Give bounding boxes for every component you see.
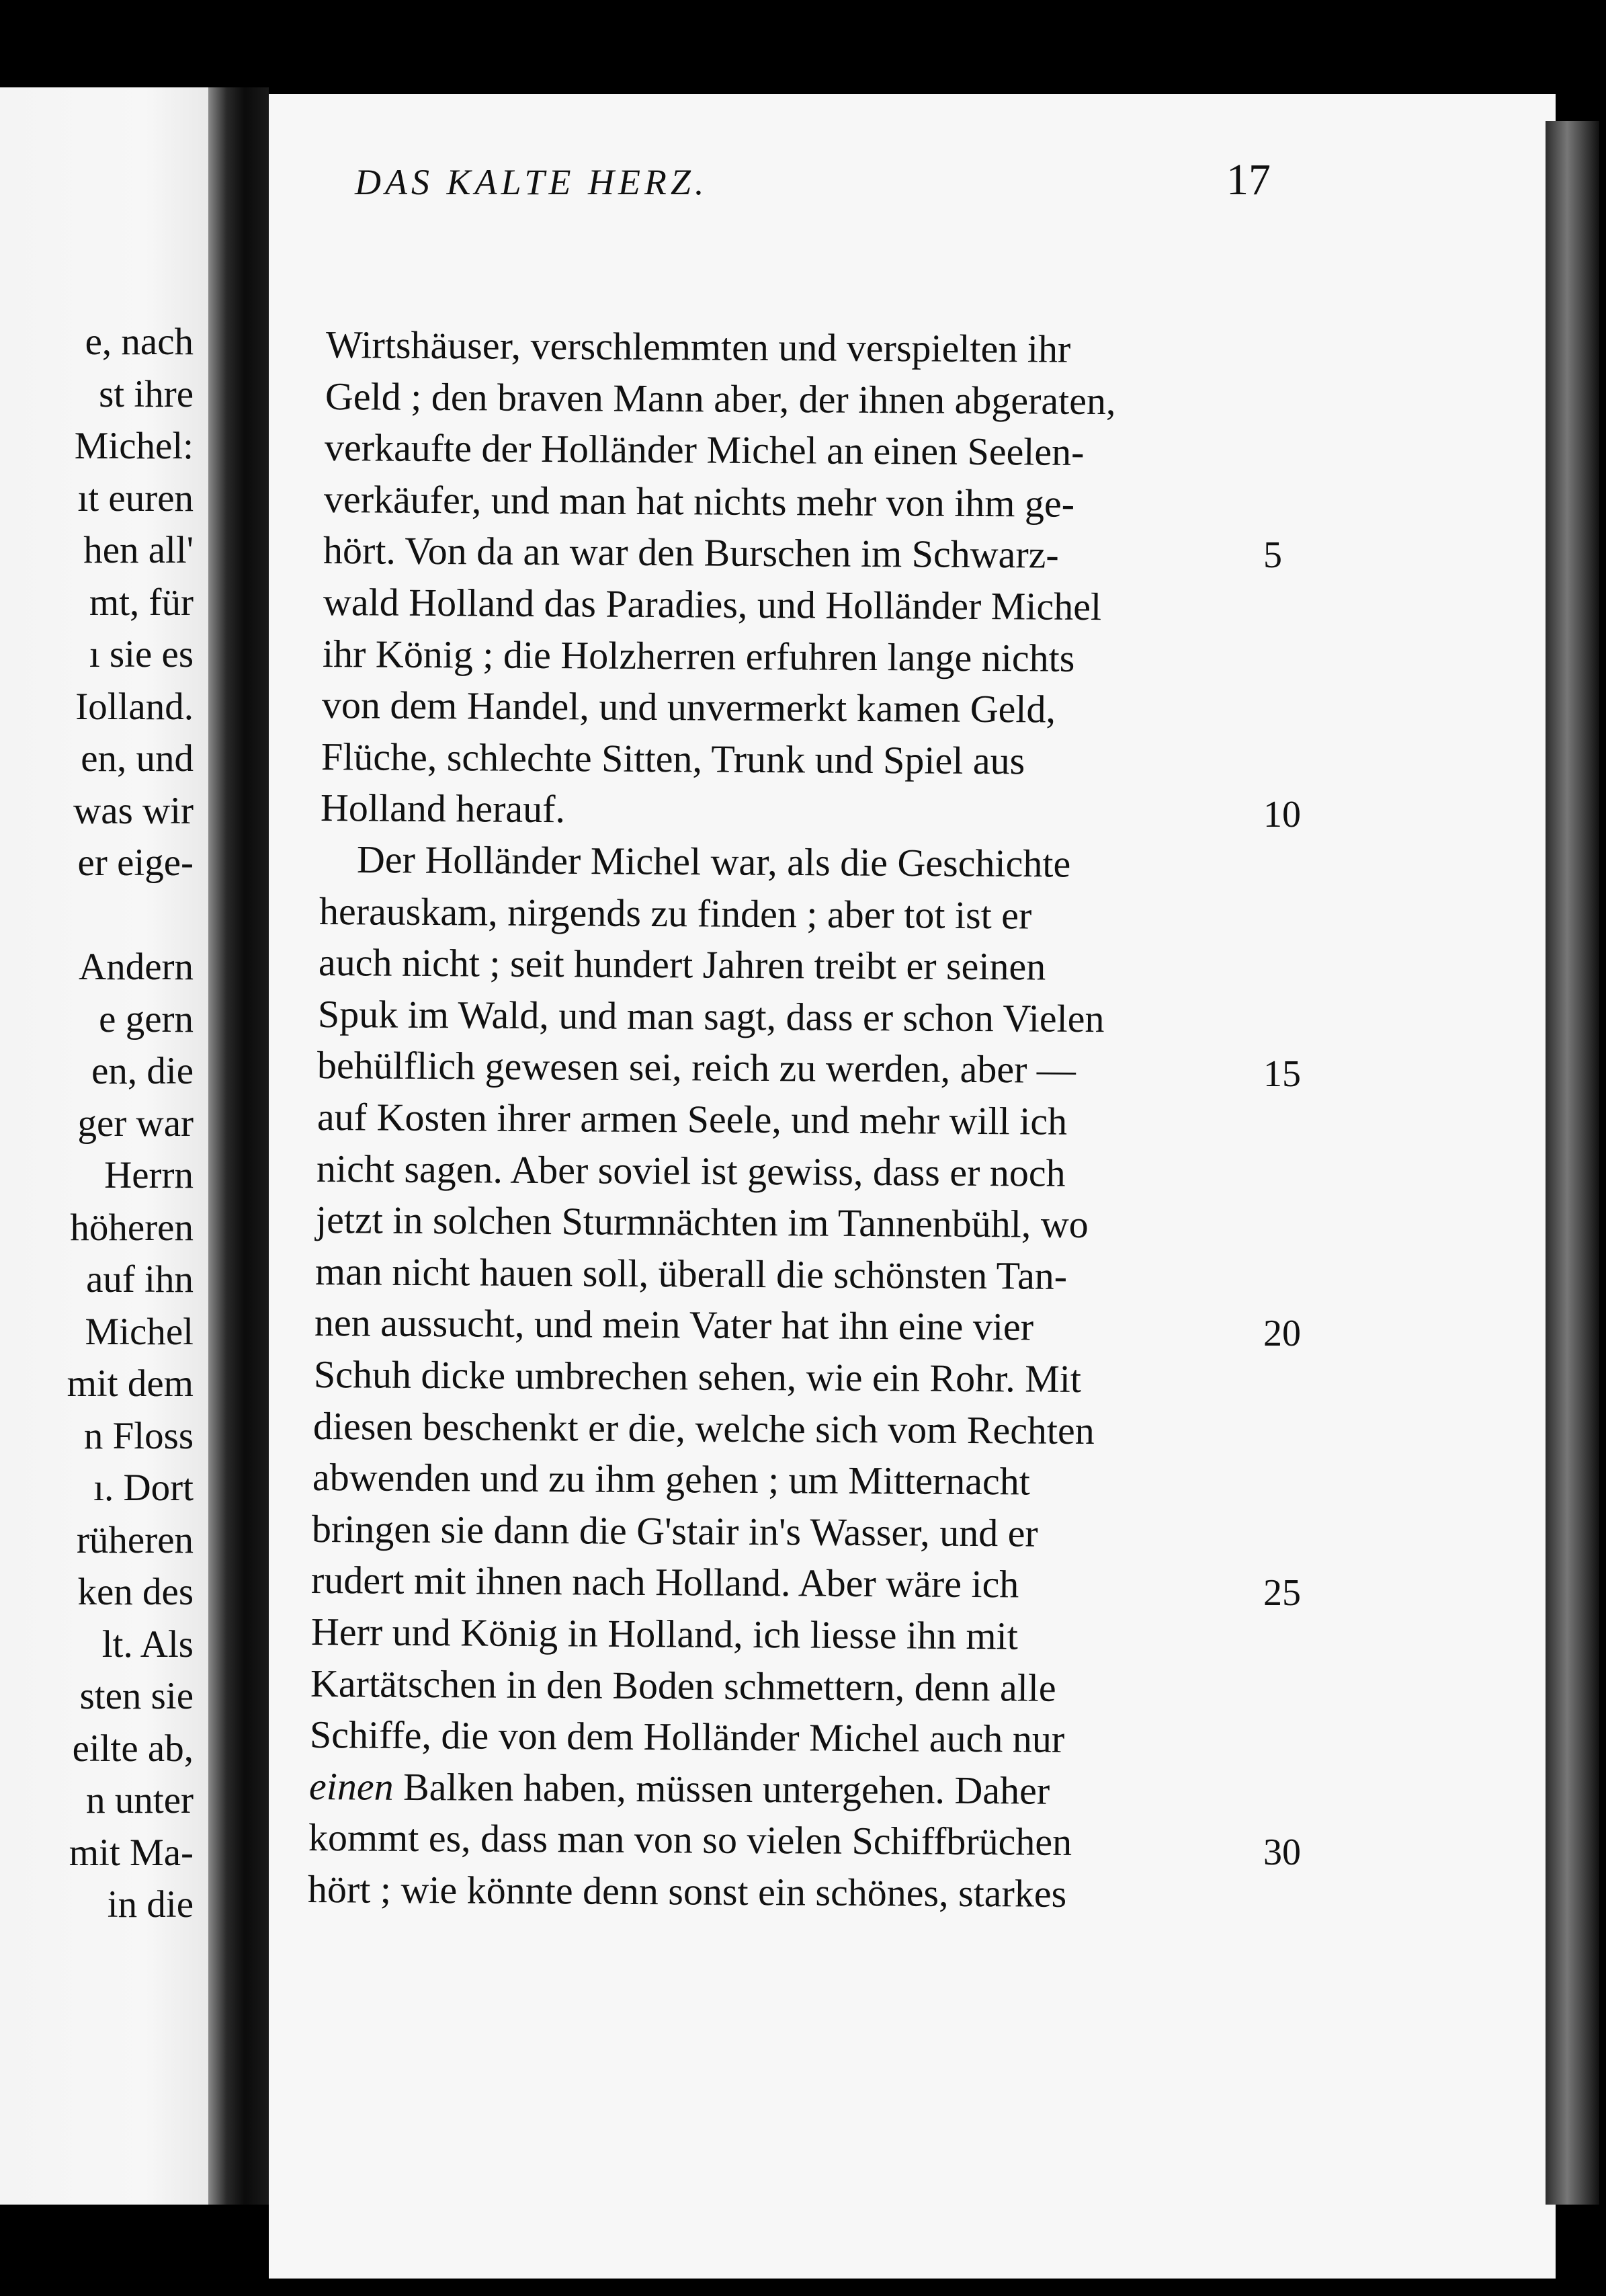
left-page-line: Andern [79, 946, 194, 988]
text-line: nen aussucht, und mein Vater hat ihn eine vier [314, 1301, 1034, 1349]
text-line: Der Holländer Michel war, als die Geschichte [356, 837, 1071, 886]
left-page-line: hen all' [83, 529, 194, 571]
text-line: Schiffe, die von dem Holländer Michel auch nur [309, 1713, 1065, 1762]
text-line: auf Kosten ihrer armen Seele, und mehr will ich [316, 1095, 1067, 1143]
text-line: nicht sagen. Aber soviel ist gewiss, dass er noch [316, 1146, 1066, 1195]
margin-line-number: 25 [1263, 1572, 1301, 1614]
text-line: behülflich gewesen sei, reich zu werden, aber — [317, 1043, 1076, 1092]
text-line: Kartätschen in den Boden schmettern, denn alle [310, 1661, 1056, 1710]
italic-word: einen [308, 1764, 394, 1809]
text-line: Holland herauf. [320, 786, 566, 831]
left-page-line: ger war [77, 1102, 194, 1145]
text-line: herauskam, nirgends zu finden ; aber tot ist er [319, 889, 1032, 938]
text-line: abwenden und zu ihm gehen ; um Mitternacht [312, 1455, 1031, 1504]
left-page-line: höheren [70, 1206, 194, 1249]
running-header-title: DAS KALTE HERZ. [355, 162, 708, 202]
margin-line-number: 15 [1263, 1053, 1301, 1096]
left-page-line: rüheren [76, 1518, 194, 1561]
text-line: von dem Handel, und unvermerkt kamen Geld, [321, 683, 1056, 731]
text-line: verkaufte der Holländer Michel an einen Seelen- [324, 425, 1085, 475]
text-line: jetzt in solchen Sturmnächten im Tannenbühl, wo [315, 1198, 1089, 1247]
left-page-line: ı. Dort [93, 1467, 194, 1509]
left-page-line: en, und [81, 737, 194, 780]
left-page-line: ıt euren [77, 477, 194, 520]
margin-line-number: 10 [1263, 794, 1301, 836]
left-page-line: auf ihn [86, 1258, 194, 1301]
text-line: diesen beschenkt er die, welche sich vom Rechten [312, 1403, 1095, 1452]
left-page-line: Iolland. [75, 685, 194, 728]
text-line: Schuh dicke umbrechen sehen, wie ein Rohr. Mit [313, 1352, 1082, 1401]
text-line: hört ; wie könnte denn sonst ein schönes, starkes [307, 1867, 1067, 1916]
left-page-line: e gern [99, 997, 194, 1040]
text-line: man nicht hauen soll, überall die schönsten Tan- [314, 1249, 1068, 1298]
page-number: 17 [1226, 155, 1271, 204]
text-line: hört. Von da an war den Burschen im Schwarz- [323, 528, 1060, 577]
text-line: einen Balken haben, müssen untergehen. Daher [308, 1764, 1050, 1813]
text-line: auch nicht ; seit hundert Jahren treibt er seinen [318, 940, 1046, 989]
text-line: kommt es, dass man von so vielen Schiffbrüchen [308, 1815, 1072, 1864]
left-page-line: eilte ab, [72, 1727, 194, 1770]
margin-line-number: 5 [1263, 534, 1282, 577]
text-line: bringen sie dann die G'stair in's Wasser, und er [312, 1506, 1039, 1555]
left-page-line: e, nach [85, 321, 194, 363]
margin-line-number: 20 [1263, 1313, 1301, 1355]
left-page-line: mt, für [89, 581, 194, 624]
left-page-line: ı sie es [89, 633, 194, 675]
left-page-line: lt. Als [101, 1623, 194, 1666]
left-page-line: in die [107, 1883, 194, 1926]
left-page-line: Michel [85, 1310, 194, 1353]
margin-line-number: 30 [1263, 1832, 1301, 1874]
text-line: ihr König ; die Holzherren erfuhren lange nichts [322, 631, 1075, 680]
text-line: verkäufer, und man hat nichts mehr von ihm ge- [324, 477, 1075, 526]
left-page-line: mit dem [67, 1362, 194, 1405]
left-page-line: sten sie [79, 1675, 194, 1717]
left-page-line: Michel: [74, 425, 194, 467]
text-line: Wirtshäuser, verschlemmten und verspielten ihr [325, 323, 1071, 371]
left-page-line: ken des [77, 1571, 194, 1613]
text-line: rudert mit ihnen nach Holland. Aber wäre ich [311, 1558, 1019, 1606]
left-page-line: n Floss [83, 1414, 194, 1457]
left-page-line: Herrn [104, 1154, 194, 1196]
left-page-line: er eige- [77, 842, 194, 884]
text-line: Flüche, schlechte Sitten, Trunk und Spiel aus [321, 734, 1025, 783]
left-page [0, 87, 208, 2205]
text-line: Herr und König in Holland, ich liesse ihn mit [310, 1610, 1018, 1658]
book-gutter [208, 87, 269, 2205]
left-page-line: n unter [86, 1779, 194, 1821]
left-page-line: st ihre [99, 372, 194, 415]
page-edge [1546, 121, 1599, 2205]
text-line: Spuk im Wald, und man sagt, dass er schon Vielen [318, 991, 1105, 1040]
left-page-line: was wir [73, 789, 194, 832]
text-line: Geld ; den braven Mann aber, der ihnen abgeraten, [325, 374, 1116, 423]
left-page-line: en, die [91, 1050, 194, 1092]
left-page-line: mit Ma- [69, 1831, 194, 1874]
text-line: wald Holland das Paradies, und Holländer Michel [323, 580, 1101, 629]
